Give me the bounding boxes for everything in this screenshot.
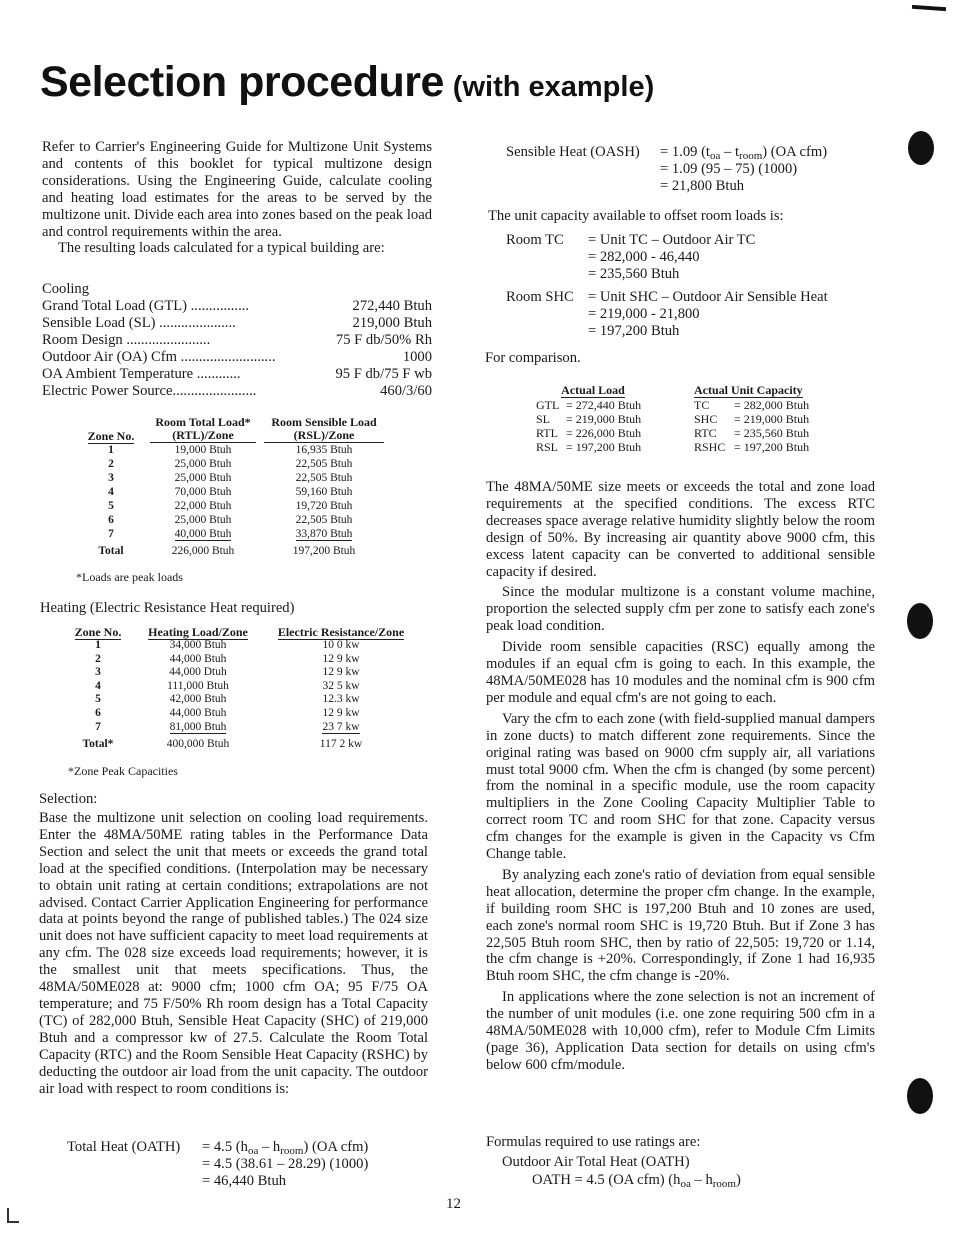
comparison-value: = 226,000 Btuh [566,426,642,440]
comparison-abbr: SL [536,412,551,426]
heating-table-note: *Zone Peak Capacities [68,764,178,778]
comparison-abbr: RSHC [694,440,726,454]
room-shc-line-2: = 219,000 - 21,800 [588,306,700,322]
comparison-row [694,426,854,440]
cooling-item-label: OA Ambient Temperature ............ [42,366,241,382]
total-label: Total [98,545,124,557]
cooling-item-label: Sensible Load (SL) ..................... [42,315,236,331]
comparison-value: = 272,440 Btuh [566,398,642,412]
intro-paragraph: Refer to Carrier's Engineering Guide for Multizone Unit Systems and contents of this booklet for typical multizone design considerations. Using the Engineering Guide, calculate cooling and heating load estimates for the areas to be served by the multizone unit. Divide each area into zones based on the peak load and control requirements within the area. [42,139,432,240]
rtl-cell: 25,000 Btuh [174,514,232,526]
paragraph: By analyzing each zone's ratio of deviation from equal sensible heat allocation, determine the proper cfm change. In the example, if building room SHC is 197,200 Btuh and 10 zones are used, each zone's normal room SHC is 19,720 Btuh. But if Zone 3 has 22,505 Btuh room SHC, then by ratio of 22,505: 19,720 or 1.14, the cfm change is +20%. Correspondingly, if Zone 1 had 16,935 Btuh room SHC, the cfm change is -20%. [486,866,875,985]
col-zone-no: Zone No. [87,429,135,443]
comparison-row [694,398,854,412]
col-electric-resistance: Electric Resistance/Zone [277,625,405,639]
corner-mark [912,5,946,11]
comparison-row [536,412,676,426]
paragraph: Since the modular multizone is a constant volume machine, proportion the selected supply cfm per zone to satisfy each zone's peak load condition. [486,584,875,635]
zone-cell: 6 [108,514,114,526]
comparison-abbr: TC [694,398,710,412]
oash-label: Sensible Heat (OASH) [506,144,640,160]
comparison-label: For comparison. [485,350,581,366]
rsl-cell: 22,505 Btuh [295,472,353,484]
room-tc-label: Room TC [506,232,564,248]
formulas-heading: Formulas required to use ratings are: [486,1134,701,1150]
heating-load-cell: 42,000 Btuh [169,693,227,706]
heating-load-cell: 81,000 Btuh [169,720,227,733]
actual-capacity-heading: Actual Unit Capacity [694,383,803,397]
rsl-cell: 16,935 Btuh [295,444,353,456]
zone-cell: 5 [95,693,101,706]
oash-line-1: = 1.09 $(t_{oa} - t_{room})$ (OA cfm) [660,144,828,162]
rsl-cell: 59,160 Btuh [295,486,353,498]
rtl-cell: 25,000 Btuh [174,472,232,484]
table-row [76,457,388,471]
resistance-total: 117 2 kw [319,738,363,751]
zone-cell: 7 [95,720,101,733]
comparison-row [694,412,854,426]
cooling-table-note: *Loads are peak loads [76,570,183,584]
cooling-heading: Cooling [42,281,90,297]
table-row [62,721,420,735]
rsl-total: 197,200 Btuh [292,545,356,557]
oath-formula: OATH = 4.5 (OA cfm) $(h_{oa} - h_{room})$ [532,1172,741,1190]
cooling-load-item [42,332,432,349]
comparison-value: = 197,200 Btuh [566,440,642,454]
table-row [76,485,388,499]
comparison-value: = 219,000 Btuh [566,412,642,426]
table-row [62,639,420,653]
rtl-cell: 22,000 Btuh [174,500,232,512]
cooling-load-item [42,383,432,400]
room-tc-line-1: = Unit TC – Outdoor Air TC [588,232,756,248]
intro-paragraph-2: The resulting loads calculated for a typical building are: [58,240,385,257]
cooling-load-item [42,366,432,383]
table-row [62,707,420,721]
cooling-item-value: 1000 [400,349,432,366]
cooling-item-label: Electric Power Source....................... [42,383,257,399]
page-number: 12 [446,1196,461,1212]
room-tc-line-2: = 282,000 - 46,440 [588,249,700,265]
binder-hole-mark [907,1078,933,1114]
rtl-cell: 40,000 Btuh [174,528,232,540]
comparison-abbr: GTL [536,398,560,412]
cooling-load-item [42,315,432,332]
resistance-cell: 12 9 kw [322,706,360,719]
table-row [76,471,388,485]
col-zone-no: Zone No. [74,625,122,639]
zone-cell: 3 [108,472,114,484]
oash-line-3: = 21,800 Btuh [660,178,745,194]
actual-load-table [536,383,676,454]
cooling-load-item [42,349,432,366]
table-row [76,443,388,457]
comparison-abbr: RSL [536,440,559,454]
heating-load-cell: 34,000 Btuh [169,639,227,651]
heating-load-cell: 111,000 Btuh [167,679,229,692]
resistance-cell: 10 0 kw [322,639,360,651]
resistance-cell: 23 7 kw [322,720,360,733]
zone-cell: 1 [108,444,114,456]
cooling-item-label: Outdoor Air (OA) Cfm .......................... [42,349,276,365]
binder-hole-mark [907,603,933,639]
cooling-item-value: 272,440 Btuh [350,298,432,315]
table-row [62,693,420,707]
rsl-cell: 19,720 Btuh [295,500,353,512]
oath-line-2: = 4.5 (38.61 – 28.29) (1000) [202,1156,369,1172]
comparison-value: = 282,000 Btuh [734,398,810,412]
resistance-cell: 12 9 kw [322,652,360,665]
table-row [62,680,420,694]
room-shc-line-3: = 197,200 Btuh [588,323,680,339]
comparison-row [694,440,854,454]
col-rsl: Room Sensible Load (RSL)/Zone [260,416,388,443]
zone-cell: 3 [95,666,101,679]
page-title [40,58,654,107]
actual-capacity-table [694,383,854,454]
table-row [62,666,420,680]
total-row [62,734,420,751]
comparison-row [536,440,676,454]
cooling-item-value: 75 F db/50% Rh [333,332,432,349]
table-row [76,499,388,513]
comparison-row [536,426,676,440]
total-row [76,541,388,558]
rsl-cell: 33,870 Btuh [295,528,353,540]
zone-cell: 4 [95,679,101,692]
paragraph: The 48MA/50ME size meets or exceeds the total and zone load requirements at the specified conditions. The excess RTC decreases space average relative humidity slightly below the room design of 50%. By increasing air quantity above 9000 cfm, this excess latent capacity can be converted to additional sensible capacity if desired. [486,479,875,580]
zone-cell: 1 [95,639,101,651]
heating-heading: Heating (Electric Resistance Heat required) [40,600,295,616]
formulas-subheading: Outdoor Air Total Heat (OATH) [502,1154,690,1170]
zone-cell: 6 [95,706,101,719]
oath-line-3: = 46,440 Btuh [202,1173,287,1189]
cooling-item-value: 460/3/60 [377,383,432,400]
zone-cell: 4 [108,486,114,498]
comparison-abbr: RTL [536,426,558,440]
actual-load-heading: Actual Load [561,383,625,397]
heating-load-cell: 44,000 Dtuh [169,666,227,679]
table-row [76,513,388,527]
paragraph: In applications where the zone selection is not an increment of the number of unit modules (i.e. one zone requiring 500 cfm in a 48MA/50ME028 with 10,000 cfm), refer to Module Cfm Limits (page 36), Application Data section for details on using cfm's below 600 cfm/module. [486,989,875,1073]
resistance-cell: 12.3 kw [322,693,360,706]
room-shc-line-1: = Unit SHC – Outdoor Air Sensible Heat [588,289,828,305]
oath-label: Total Heat (OATH) [67,1139,181,1155]
comparison-row [536,398,676,412]
zone-cell: 7 [108,528,114,540]
comparison-value: = 235,560 Btuh [734,426,810,440]
heating-load-total: 400,000 Btuh [166,738,230,751]
cooling-zone-table [76,416,388,558]
heating-load-cell: 44,000 Btuh [169,706,227,719]
rtl-cell: 25,000 Btuh [174,458,232,470]
resistance-cell: 12 9 kw [322,666,360,679]
oash-line-2: = 1.09 (95 – 75) (1000) [660,161,798,177]
intro-text [42,139,432,257]
cooling-item-label: Grand Total Load (GTL) ................ [42,298,250,314]
rtl-cell: 70,000 Btuh [174,486,232,498]
cooling-item-value: 95 F db/75 F wb [333,366,433,383]
binder-hole-mark [908,131,934,165]
table-row [62,653,420,667]
oath-line-1: = 4.5 $(h_{oa} - h_{room})$ (OA cfm) [202,1139,369,1157]
corner-mark [7,1208,9,1222]
paragraph: Divide room sensible capacities (RSC) equally among the modules if an equal cfm is going to each. In this example, the 48MA/50ME028 has 10 modules and the nominal cfm is 900 cfm per module and equal cfm's are not going to each. [486,639,875,706]
room-tc-line-3: = 235,560 Btuh [588,266,680,282]
col-heating-load: Heating Load/Zone [148,625,248,639]
heating-load-cell: 44,000 Btuh [169,652,227,665]
selection-heading: Selection: [39,791,98,807]
rtl-total: 226,000 Btuh [171,545,235,557]
rtl-cell: 19,000 Btuh [174,444,232,456]
zone-cell: 5 [108,500,114,512]
comparison-abbr: RTC [694,426,717,440]
zone-cell: 2 [95,652,101,665]
room-shc-label: Room SHC [506,289,574,305]
cooling-item-value: 219,000 Btuh [350,315,432,332]
rsl-cell: 22,505 Btuh [295,514,353,526]
title-main: Selection procedure [40,58,444,106]
selection-body: Base the multizone unit selection on cooling load requirements. Enter the 48MA/50ME rating tables in the Performance Data Section and select the unit that meets or exceeds the grand total load at the specified conditions. (Interpolation may be necessary to obtain unit rating at certain conditions; extrapolations are not advised. Contact Carrier Application Engineering for performance data at points beyond the range of published tables.) The 024 size unit does not have sufficient capacity to meet load requirements at any cfm. The 028 size exceeds load requirements; however, it is the smallest unit that meets specifications. Thus, the 48MA/50ME028 at: 9000 cfm; 1000 cfm OA; 95 F/75 OA temperature; and 75 F/50% Rh room design has a Total Capacity (TC) of 282,000 Btuh, Sensible Heat Capacity (SHC) of 219,000 Btuh and a compressor kw of 27.5. Calculate the Room Total Capacity (RTC) and the Room Sensible Heat Capacity (RSHC) by deducting the outdoor air load from the unit capacity. The outdoor air load with respect to room conditions is: [39,810,428,1097]
comparison-abbr: SHC [694,412,718,426]
paragraph: Vary the cfm to each zone (with field-supplied manual dampers in zone ducts) to match different zone requirements. Since the original rating was based on 9000 cfm supply air, all variations must total 9000 cfm. When the cfm is changed (by some percent) from the nominal in a specific module, use the room capacity multipliers in the Zone Cooling Capacity Multiplier Table to correct room TC and room SHC for that zone. Capacity versus cfm changes for the example is given in the Capacity vs Cfm Change table. [486,710,875,863]
right-text-block [486,479,875,1074]
cooling-load-item [42,298,432,315]
zone-cell: 2 [108,458,114,470]
rsl-cell: 22,505 Btuh [295,458,353,470]
heating-zone-table [62,626,420,751]
comparison-value: = 197,200 Btuh [734,440,810,454]
total-label: Total* [82,738,114,751]
comparison-value: = 219,000 Btuh [734,412,810,426]
title-sub: (with example) [452,71,655,103]
col-rtl: Room Total Load* (RTL)/Zone [146,416,260,443]
capacity-intro: The unit capacity available to offset room loads is: [488,208,784,224]
cooling-item-label: Room Design ....................... [42,332,211,348]
resistance-cell: 32 5 kw [322,679,360,692]
table-row [76,527,388,541]
